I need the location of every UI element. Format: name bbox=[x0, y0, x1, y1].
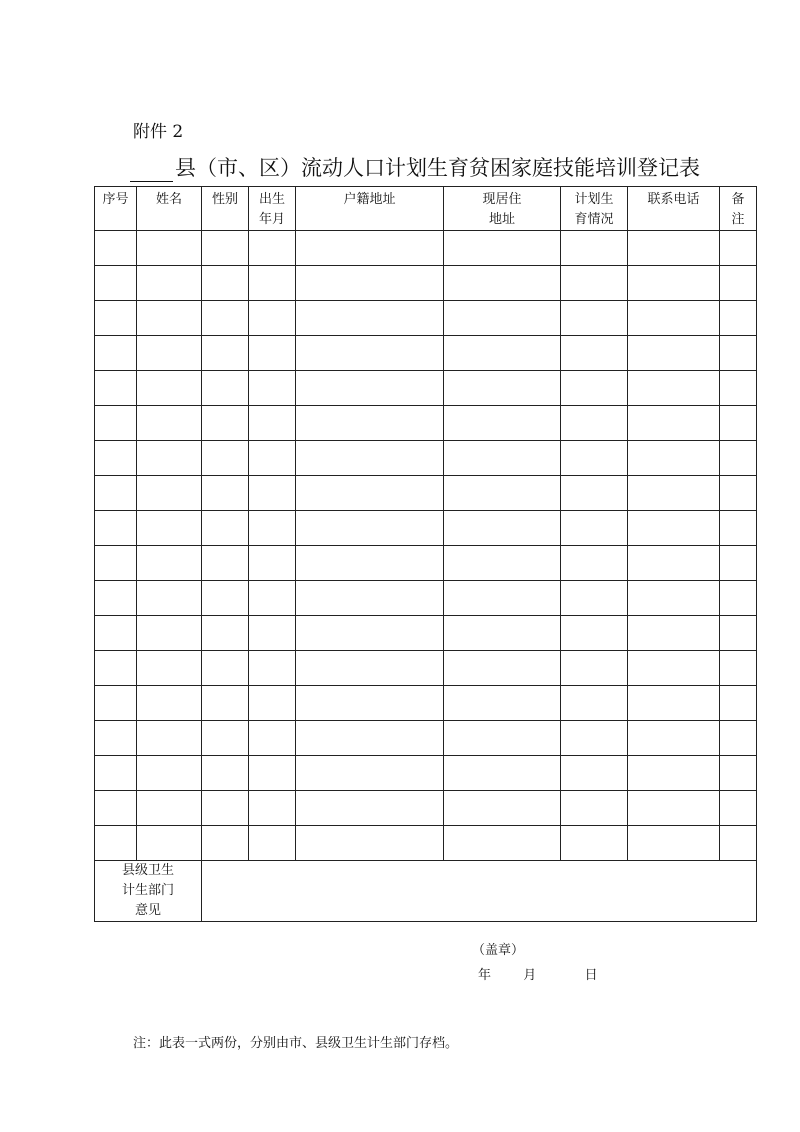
cell-remarks[interactable] bbox=[720, 336, 757, 371]
cell-remarks[interactable] bbox=[720, 651, 757, 686]
cell-name[interactable] bbox=[137, 371, 202, 406]
cell-seq[interactable] bbox=[95, 266, 137, 301]
header-seq: 序号 bbox=[95, 187, 137, 231]
cell-remarks[interactable] bbox=[720, 231, 757, 266]
cell-seq[interactable] bbox=[95, 756, 137, 791]
cell-name[interactable] bbox=[137, 546, 202, 581]
cell-remarks[interactable] bbox=[720, 266, 757, 301]
cell-current-address[interactable] bbox=[444, 511, 561, 546]
cell-household-address[interactable] bbox=[296, 336, 444, 371]
cell-family-planning[interactable] bbox=[561, 721, 628, 756]
footnote: 注：此表一式两份，分别由市、县级卫生计生部门存档。 bbox=[133, 1036, 459, 1051]
cell-household-address[interactable] bbox=[296, 476, 444, 511]
opinion-field[interactable] bbox=[202, 861, 757, 983]
cell-name[interactable] bbox=[137, 476, 202, 511]
table-row bbox=[95, 651, 757, 686]
cell-name[interactable] bbox=[137, 826, 202, 861]
cell-name[interactable] bbox=[137, 616, 202, 651]
registration-table bbox=[94, 186, 757, 983]
cell-current-address[interactable] bbox=[444, 616, 561, 651]
cell-birth[interactable] bbox=[249, 231, 296, 266]
table-row bbox=[95, 826, 757, 861]
cell-current-address[interactable] bbox=[444, 476, 561, 511]
cell-birth[interactable] bbox=[249, 371, 296, 406]
table-row bbox=[95, 441, 757, 476]
cell-gender[interactable] bbox=[202, 546, 249, 581]
cell-seq[interactable] bbox=[95, 581, 137, 616]
table-row bbox=[95, 581, 757, 616]
cell-phone[interactable] bbox=[628, 651, 720, 686]
seal-label: （盖章） bbox=[472, 943, 525, 958]
cell-family-planning[interactable] bbox=[561, 511, 628, 546]
cell-current-address[interactable] bbox=[444, 406, 561, 441]
cell-phone[interactable] bbox=[628, 406, 720, 441]
header-gender: 性别 bbox=[202, 187, 249, 231]
table-row bbox=[95, 301, 757, 336]
cell-phone[interactable] bbox=[628, 301, 720, 336]
cell-birth[interactable] bbox=[249, 301, 296, 336]
cell-gender[interactable] bbox=[202, 651, 249, 686]
header-row bbox=[95, 187, 757, 231]
cell-family-planning[interactable] bbox=[561, 371, 628, 406]
cell-family-planning[interactable] bbox=[561, 406, 628, 441]
cell-name[interactable] bbox=[137, 406, 202, 441]
cell-birth[interactable] bbox=[249, 756, 296, 791]
cell-family-planning[interactable] bbox=[561, 616, 628, 651]
cell-name[interactable] bbox=[137, 791, 202, 826]
cell-household-address[interactable] bbox=[296, 651, 444, 686]
cell-current-address[interactable] bbox=[444, 336, 561, 371]
cell-current-address[interactable] bbox=[444, 266, 561, 301]
cell-family-planning[interactable] bbox=[561, 546, 628, 581]
cell-remarks[interactable] bbox=[720, 616, 757, 651]
cell-seq[interactable] bbox=[95, 721, 137, 756]
cell-household-address[interactable] bbox=[296, 721, 444, 756]
cell-gender[interactable] bbox=[202, 336, 249, 371]
cell-name[interactable] bbox=[137, 756, 202, 791]
cell-remarks[interactable] bbox=[720, 756, 757, 791]
date-label: 年 月 日 bbox=[478, 968, 598, 983]
cell-remarks[interactable] bbox=[720, 546, 757, 581]
cell-name[interactable] bbox=[137, 651, 202, 686]
cell-remarks[interactable] bbox=[720, 791, 757, 826]
cell-gender[interactable] bbox=[202, 791, 249, 826]
table-row bbox=[95, 756, 757, 791]
table-row bbox=[95, 511, 757, 546]
cell-current-address[interactable] bbox=[444, 301, 561, 336]
attachment-label: 附件 2 bbox=[133, 122, 184, 142]
cell-phone[interactable] bbox=[628, 511, 720, 546]
cell-household-address[interactable] bbox=[296, 791, 444, 826]
cell-gender[interactable] bbox=[202, 826, 249, 861]
cell-gender[interactable] bbox=[202, 756, 249, 791]
title-text: 县（市、区）流动人口计划生育贫困家庭技能培训登记表 bbox=[175, 156, 700, 180]
cell-birth[interactable] bbox=[249, 791, 296, 826]
cell-remarks[interactable] bbox=[720, 406, 757, 441]
cell-name[interactable] bbox=[137, 511, 202, 546]
cell-current-address[interactable] bbox=[444, 791, 561, 826]
cell-current-address[interactable] bbox=[444, 651, 561, 686]
cell-household-address[interactable] bbox=[296, 441, 444, 476]
cell-gender[interactable] bbox=[202, 721, 249, 756]
cell-name[interactable] bbox=[137, 336, 202, 371]
cell-household-address[interactable] bbox=[296, 231, 444, 266]
table-row bbox=[95, 616, 757, 651]
header-phone: 联系电话 bbox=[628, 187, 720, 231]
cell-seq[interactable] bbox=[95, 511, 137, 546]
cell-phone[interactable] bbox=[628, 336, 720, 371]
cell-phone[interactable] bbox=[628, 686, 720, 721]
form-title bbox=[130, 152, 700, 182]
cell-birth[interactable] bbox=[249, 651, 296, 686]
cell-seq[interactable] bbox=[95, 616, 137, 651]
cell-seq[interactable] bbox=[95, 406, 137, 441]
cell-phone[interactable] bbox=[628, 826, 720, 861]
cell-phone[interactable] bbox=[628, 791, 720, 826]
table-row bbox=[95, 546, 757, 581]
cell-current-address[interactable] bbox=[444, 441, 561, 476]
cell-birth[interactable] bbox=[249, 441, 296, 476]
cell-name[interactable] bbox=[137, 301, 202, 336]
cell-name[interactable] bbox=[137, 441, 202, 476]
cell-birth[interactable] bbox=[249, 266, 296, 301]
header-name: 姓名 bbox=[137, 187, 202, 231]
cell-remarks[interactable] bbox=[720, 441, 757, 476]
table-row bbox=[95, 721, 757, 756]
cell-name[interactable] bbox=[137, 581, 202, 616]
cell-family-planning[interactable] bbox=[561, 441, 628, 476]
cell-gender[interactable] bbox=[202, 406, 249, 441]
header-current-address: 现居住 地址 bbox=[444, 187, 561, 231]
cell-household-address[interactable] bbox=[296, 266, 444, 301]
cell-seq[interactable] bbox=[95, 826, 137, 861]
cell-current-address[interactable] bbox=[444, 686, 561, 721]
cell-current-address[interactable] bbox=[444, 721, 561, 756]
cell-name[interactable] bbox=[137, 686, 202, 721]
cell-phone[interactable] bbox=[628, 441, 720, 476]
cell-birth[interactable] bbox=[249, 511, 296, 546]
cell-birth[interactable] bbox=[249, 826, 296, 861]
cell-phone[interactable] bbox=[628, 756, 720, 791]
cell-phone[interactable] bbox=[628, 581, 720, 616]
cell-birth[interactable] bbox=[249, 581, 296, 616]
cell-household-address[interactable] bbox=[296, 686, 444, 721]
cell-family-planning[interactable] bbox=[561, 686, 628, 721]
cell-current-address[interactable] bbox=[444, 546, 561, 581]
table-row bbox=[95, 231, 757, 266]
cell-remarks[interactable] bbox=[720, 476, 757, 511]
cell-seq[interactable] bbox=[95, 686, 137, 721]
cell-household-address[interactable] bbox=[296, 301, 444, 336]
cell-gender[interactable] bbox=[202, 231, 249, 266]
cell-seq[interactable] bbox=[95, 336, 137, 371]
header-household-address: 户籍地址 bbox=[296, 187, 444, 231]
header-birth: 出生 年月 bbox=[249, 187, 296, 231]
cell-gender[interactable] bbox=[202, 511, 249, 546]
table-row bbox=[95, 686, 757, 721]
table-row bbox=[95, 266, 757, 301]
cell-phone[interactable] bbox=[628, 371, 720, 406]
cell-remarks[interactable] bbox=[720, 371, 757, 406]
cell-family-planning[interactable] bbox=[561, 301, 628, 336]
cell-family-planning[interactable] bbox=[561, 476, 628, 511]
cell-birth[interactable] bbox=[249, 616, 296, 651]
cell-family-planning[interactable] bbox=[561, 231, 628, 266]
cell-birth[interactable] bbox=[249, 406, 296, 441]
cell-remarks[interactable] bbox=[720, 511, 757, 546]
cell-gender[interactable] bbox=[202, 371, 249, 406]
cell-household-address[interactable] bbox=[296, 546, 444, 581]
cell-household-address[interactable] bbox=[296, 826, 444, 861]
cell-family-planning[interactable] bbox=[561, 756, 628, 791]
cell-gender[interactable] bbox=[202, 476, 249, 511]
cell-phone[interactable] bbox=[628, 721, 720, 756]
cell-family-planning[interactable] bbox=[561, 266, 628, 301]
cell-household-address[interactable] bbox=[296, 406, 444, 441]
table-row bbox=[95, 336, 757, 371]
cell-current-address[interactable] bbox=[444, 371, 561, 406]
cell-seq[interactable] bbox=[95, 476, 137, 511]
cell-seq[interactable] bbox=[95, 441, 137, 476]
cell-phone[interactable] bbox=[628, 616, 720, 651]
cell-household-address[interactable] bbox=[296, 756, 444, 791]
header-family-planning: 计划生 育情况 bbox=[561, 187, 628, 231]
cell-seq[interactable] bbox=[95, 546, 137, 581]
table-row bbox=[95, 791, 757, 826]
cell-family-planning[interactable] bbox=[561, 826, 628, 861]
cell-remarks[interactable] bbox=[720, 826, 757, 861]
cell-current-address[interactable] bbox=[444, 231, 561, 266]
cell-current-address[interactable] bbox=[444, 581, 561, 616]
cell-family-planning[interactable] bbox=[561, 651, 628, 686]
cell-seq[interactable] bbox=[95, 791, 137, 826]
cell-household-address[interactable] bbox=[296, 616, 444, 651]
table-row bbox=[95, 406, 757, 441]
cell-remarks[interactable] bbox=[720, 686, 757, 721]
cell-birth[interactable] bbox=[249, 721, 296, 756]
cell-birth[interactable] bbox=[249, 546, 296, 581]
cell-household-address[interactable] bbox=[296, 371, 444, 406]
cell-seq[interactable] bbox=[95, 371, 137, 406]
cell-gender[interactable] bbox=[202, 686, 249, 721]
cell-birth[interactable] bbox=[249, 476, 296, 511]
cell-birth[interactable] bbox=[249, 686, 296, 721]
header-remarks: 备 注 bbox=[720, 187, 757, 231]
cell-remarks[interactable] bbox=[720, 301, 757, 336]
cell-phone[interactable] bbox=[628, 231, 720, 266]
cell-seq[interactable] bbox=[95, 301, 137, 336]
table-row bbox=[95, 371, 757, 406]
cell-household-address[interactable] bbox=[296, 581, 444, 616]
county-name-blank[interactable] bbox=[130, 160, 173, 182]
cell-current-address[interactable] bbox=[444, 826, 561, 861]
cell-remarks[interactable] bbox=[720, 721, 757, 756]
cell-gender[interactable] bbox=[202, 266, 249, 301]
cell-seq[interactable] bbox=[95, 651, 137, 686]
cell-family-planning[interactable] bbox=[561, 336, 628, 371]
cell-seq[interactable] bbox=[95, 231, 137, 266]
cell-current-address[interactable] bbox=[444, 756, 561, 791]
cell-family-planning[interactable] bbox=[561, 791, 628, 826]
cell-family-planning[interactable] bbox=[561, 581, 628, 616]
cell-remarks[interactable] bbox=[720, 581, 757, 616]
opinion-row bbox=[95, 861, 757, 922]
cell-household-address[interactable] bbox=[296, 511, 444, 546]
table-row bbox=[95, 476, 757, 511]
cell-name[interactable] bbox=[137, 231, 202, 266]
cell-gender[interactable] bbox=[202, 441, 249, 476]
cell-phone[interactable] bbox=[628, 546, 720, 581]
cell-phone[interactable] bbox=[628, 476, 720, 511]
cell-name[interactable] bbox=[137, 266, 202, 301]
opinion-label: 县级卫生 计生部门 意见 bbox=[95, 861, 202, 922]
cell-gender[interactable] bbox=[202, 581, 249, 616]
cell-gender[interactable] bbox=[202, 616, 249, 651]
cell-phone[interactable] bbox=[628, 266, 720, 301]
cell-gender[interactable] bbox=[202, 301, 249, 336]
cell-birth[interactable] bbox=[249, 336, 296, 371]
cell-name[interactable] bbox=[137, 721, 202, 756]
